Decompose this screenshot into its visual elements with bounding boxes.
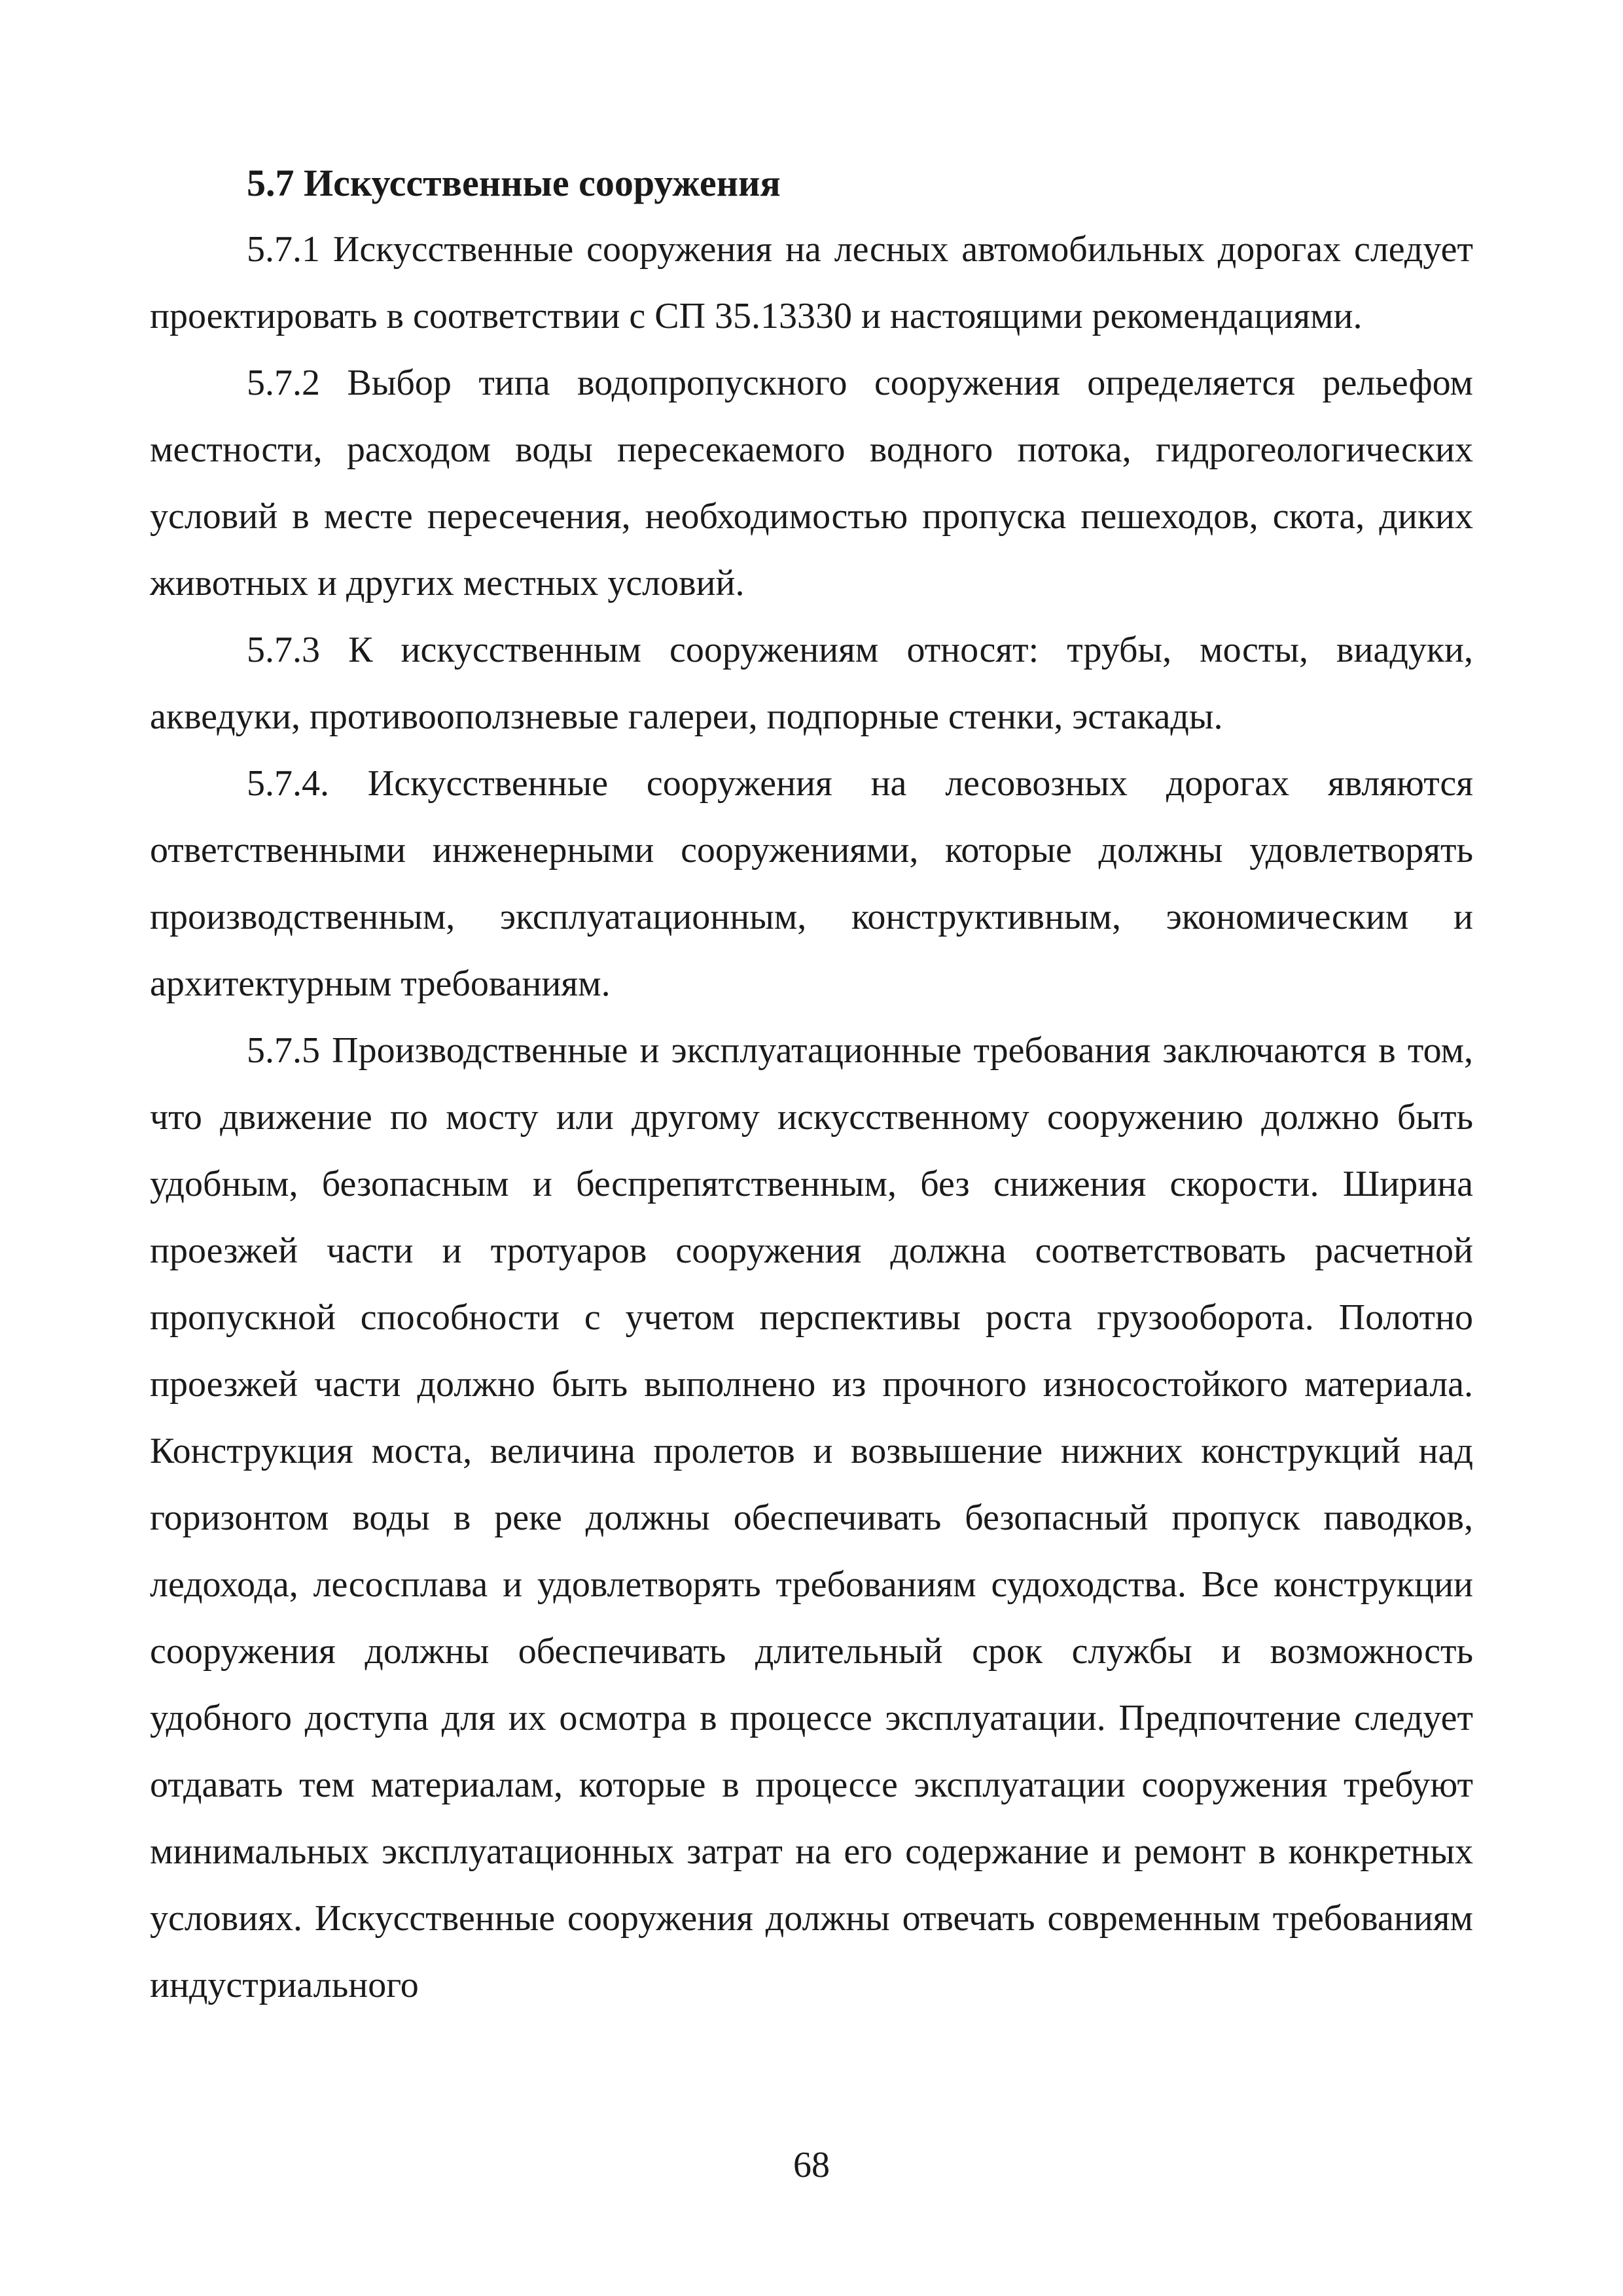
page-body <box>150 151 1473 2018</box>
paragraph-5-7-4: 5.7.4. Искусственные сооружения на лесовозных дорогах являются ответственными инженерными сооружениями, которые должны удовлетворять производственным, эксплуатационным, конструктивным, экономическим и архитектурным требованиям. <box>150 763 1473 1004</box>
paragraph-5-7-5: 5.7.5 Производственные и эксплуатационные требования заключаются в том, что движение по мосту или другому искусственному сооружению должно быть удобным, безопасным и беспрепятственным, без снижения скорости. Ширина проезжей части и тротуаров сооружения должна соответствовать расчетной пропускной способности с учетом перспективы роста грузооборота. Полотно проезжей части должно быть выполнено из прочного износостойкого материала. Конструкция моста, величина пролетов и возвышение нижних конструкций над горизонтом воды в реке должны обеспечивать безопасный пропуск паводков, ледохода, лесосплава и удовлетворять требованиям судоходства. Все конструкции сооружения должны обеспечивать длительный срок службы и возможность удобного доступа для их осмотра в процессе эксплуатации. Предпочтение следует отдавать тем материалам, которые в процессе эксплуатации сооружения требуют минимальных эксплуатационных затрат на его содержание и ремонт в конкретных условиях. Искусственные сооружения должны отвечать современным требованиям индустриального <box>150 1030 1473 2005</box>
paragraph-5-7-1: 5.7.1 Искусственные сооружения на лесных автомобильных дорогах следует проектировать в соответствии с СП 35.13330 и настоящими рекомендациями. <box>150 229 1473 336</box>
page-number: 68 <box>793 2145 830 2185</box>
paragraph-5-7-2: 5.7.2 Выбор типа водопропускного сооружения определяется рельефом местности, расходом воды пересекаемого водного потока, гидрогеологических условий в месте пересечения, необходимостью пропуска пешеходов, скота, диких животных и других местных условий. <box>150 363 1473 603</box>
section-heading: 5.7 Искусственные сооружения <box>247 162 781 204</box>
paragraph-5-7-3: 5.7.3 К искусственным сооружениям относят: трубы, мосты, виадуки, акведуки, противооползневые галереи, подпорные стенки, эстакады. <box>150 630 1473 737</box>
